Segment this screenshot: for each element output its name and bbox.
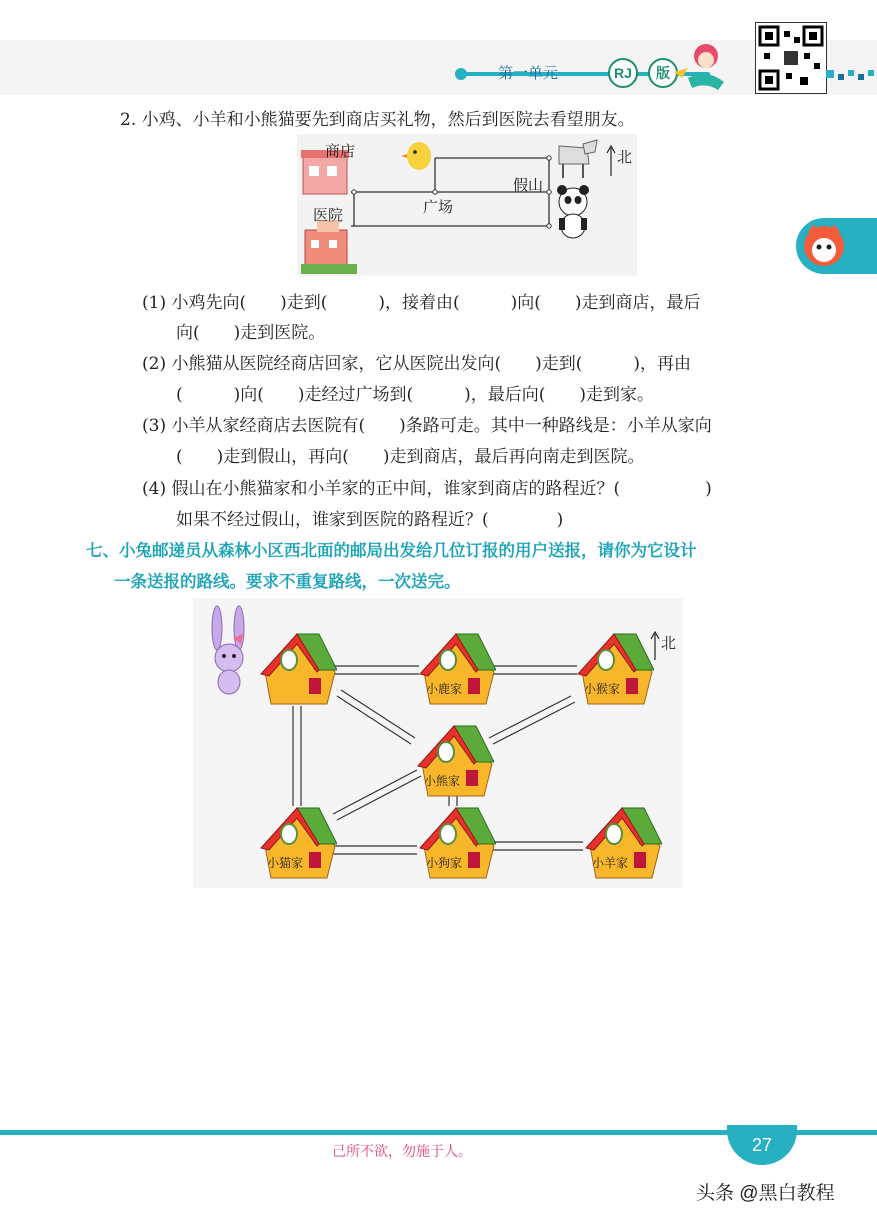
problem2-q3-line2: ( )走到假山，再向( )走到商店，最后再向南走到医院。 (176, 447, 645, 467)
header-checker-decoration (826, 64, 877, 84)
house-sheep (582, 804, 662, 880)
house-label-bear: 小熊家 (424, 774, 461, 788)
header-dot (455, 68, 467, 80)
unit-title: 第一单元 (498, 65, 559, 82)
map-label-shop: 商店 (325, 142, 356, 160)
problem2-q2-line2: ( )向( )走经过广场到( )，最后向( )走到家。 (176, 385, 655, 405)
house-label-deer: 小鹿家 (426, 682, 463, 696)
map-label-hospital: 医院 (313, 206, 344, 224)
house-dog (416, 804, 496, 880)
house-label-sheep: 小羊家 (592, 856, 629, 870)
problem2-q1-line1: (1) 小鸡先向( )走到( )，接着由( )向( )走到商店，最后 (142, 293, 701, 313)
edition-badge: 版 (648, 58, 678, 88)
watermark: 头条 @黑白教程 (696, 1183, 835, 1204)
problem2-stem: 2. 小鸡、小羊和小熊猫要先到商店买礼物，然后到医院去看望朋友。 (120, 110, 635, 130)
fox-mascot-icon (800, 222, 848, 270)
map-figure-shop-hospital (297, 134, 637, 276)
house-label-monkey: 小猴家 (584, 682, 621, 696)
section7-title-line1: 七、小兔邮递员从森林小区西北面的邮局出发给几位订报的用户送报，请你为它设计 (86, 542, 697, 560)
header-band (0, 40, 877, 95)
house-icon (257, 630, 337, 706)
map-label-north: 北 (617, 148, 633, 166)
delivery-map-north-label: 北 (661, 634, 677, 652)
problem2-q3-line1: (3) 小羊从家经商店去医院有( )条路可走。其中一种路线是：小羊从家向 (142, 416, 712, 436)
map-label-square: 广场 (423, 198, 454, 216)
house-bear (414, 722, 494, 798)
section7-title-line2: 一条送报的路线。要求不重复路线，一次送完。 (114, 573, 461, 591)
house-deer (416, 630, 496, 706)
house-label-dog: 小狗家 (426, 856, 463, 870)
rj-badge: RJ (608, 58, 638, 88)
rabbit-mailman-icon (212, 606, 244, 694)
problem2-q1-line2: 向( )走到医院。 (176, 323, 326, 343)
problem2-q2-line1: (2) 小熊猫从医院经商店回家，它从医院出发向( )走到( )，再由 (142, 354, 692, 374)
map-label-rockery: 假山 (513, 176, 544, 194)
footer-motto: 己所不欲，勿施于人。 (332, 1143, 472, 1159)
house-post-office (257, 630, 337, 706)
house-cat (257, 804, 337, 880)
problem2-q4-line1: (4) 假山在小熊猫家和小羊家的正中间，谁家到商店的路程近？( ) (142, 479, 712, 499)
fairy-girl-icon (668, 38, 738, 98)
house-monkey (574, 630, 654, 706)
problem2-q4-line2: 如果不经过假山，谁家到医院的路程近？( ) (176, 510, 564, 530)
qr-code (755, 22, 827, 94)
page-number: 27 (727, 1125, 797, 1165)
house-label-cat: 小猫家 (267, 856, 304, 870)
